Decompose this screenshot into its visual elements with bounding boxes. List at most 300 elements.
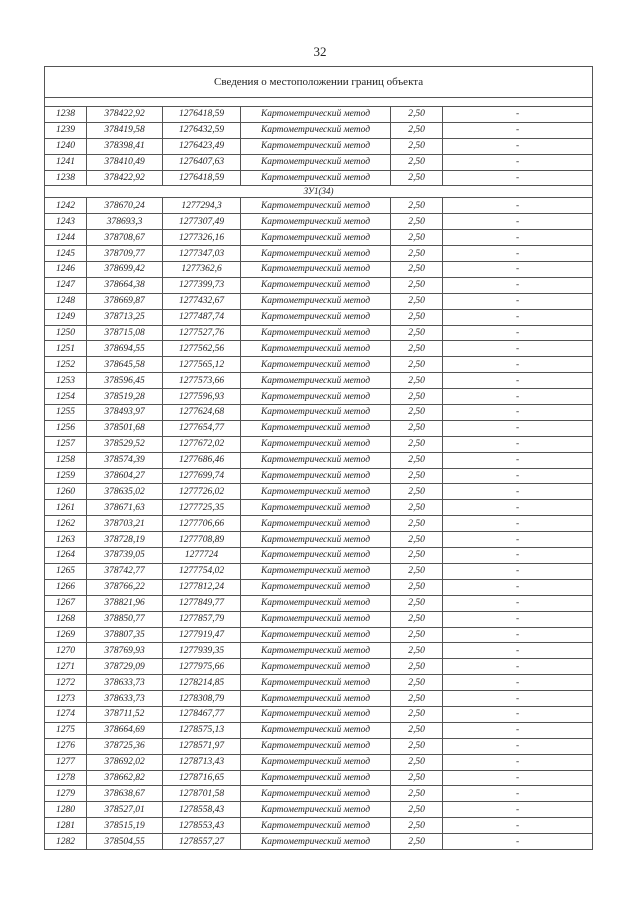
description-cell: - [443,675,593,691]
method-cell: Картометрический метод [241,818,391,834]
table-row [45,548,593,564]
x-coordinate-cell: 378821,96 [87,595,163,611]
table-row [45,595,593,611]
accuracy-cell: 2,50 [391,643,443,659]
x-coordinate-cell: 378419,58 [87,122,163,138]
x-coordinate-cell: 378519,28 [87,389,163,405]
point-number-cell: 1255 [45,405,87,421]
table-row [45,436,593,452]
table-row [45,532,593,548]
description-cell: - [443,722,593,738]
method-cell: Картометрический метод [241,548,391,564]
y-coordinate-cell: 1277624,68 [163,405,241,421]
point-number-cell: 1238 [45,107,87,123]
y-coordinate-cell: 1277307,49 [163,214,241,230]
table-row [45,262,593,278]
point-number-cell: 1253 [45,373,87,389]
x-coordinate-cell: 378729,09 [87,659,163,675]
point-number-cell: 1259 [45,468,87,484]
point-number-cell: 1243 [45,214,87,230]
method-cell: Картометрический метод [241,357,391,373]
method-cell: Картометрический метод [241,214,391,230]
table-row [45,341,593,357]
point-number-cell: 1277 [45,754,87,770]
point-number-cell: 1240 [45,138,87,154]
table-row [45,802,593,818]
table-row [45,500,593,516]
table-row [45,230,593,246]
accuracy-cell: 2,50 [391,738,443,754]
method-cell: Картометрический метод [241,516,391,532]
method-cell: Картометрический метод [241,138,391,154]
accuracy-cell: 2,50 [391,579,443,595]
accuracy-cell: 2,50 [391,405,443,421]
table-row [45,738,593,754]
point-number-cell: 1252 [45,357,87,373]
description-cell: - [443,170,593,186]
accuracy-cell: 2,50 [391,436,443,452]
accuracy-cell: 2,50 [391,770,443,786]
section-label: ЗУ1(34) [45,186,593,198]
accuracy-cell: 2,50 [391,659,443,675]
x-coordinate-cell: 378664,38 [87,277,163,293]
method-cell: Картометрический метод [241,122,391,138]
x-coordinate-cell: 378850,77 [87,611,163,627]
y-coordinate-cell: 1277654,77 [163,420,241,436]
x-coordinate-cell: 378769,93 [87,643,163,659]
table-row [45,468,593,484]
x-coordinate-cell: 378398,41 [87,138,163,154]
description-cell: - [443,579,593,595]
accuracy-cell: 2,50 [391,138,443,154]
accuracy-cell: 2,50 [391,246,443,262]
description-cell: - [443,563,593,579]
method-cell: Картометрический метод [241,373,391,389]
description-cell: - [443,122,593,138]
table-row [45,277,593,293]
y-coordinate-cell: 1278713,43 [163,754,241,770]
method-cell: Картометрический метод [241,325,391,341]
table-row [45,627,593,643]
y-coordinate-cell: 1277812,24 [163,579,241,595]
table-row [45,107,593,123]
method-cell: Картометрический метод [241,659,391,675]
point-number-cell: 1274 [45,706,87,722]
y-coordinate-cell: 1277975,66 [163,659,241,675]
y-coordinate-cell: 1277672,02 [163,436,241,452]
point-number-cell: 1263 [45,532,87,548]
table-spacer-row [45,98,593,107]
point-number-cell: 1264 [45,548,87,564]
y-coordinate-cell: 1276418,59 [163,170,241,186]
description-cell: - [443,214,593,230]
y-coordinate-cell: 1277706,66 [163,516,241,532]
point-number-cell: 1278 [45,770,87,786]
x-coordinate-cell: 378645,58 [87,357,163,373]
x-coordinate-cell: 378742,77 [87,563,163,579]
method-cell: Картометрический метод [241,107,391,123]
accuracy-cell: 2,50 [391,325,443,341]
description-cell: - [443,325,593,341]
method-cell: Картометрический метод [241,198,391,214]
method-cell: Картометрический метод [241,627,391,643]
x-coordinate-cell: 378709,77 [87,246,163,262]
table-row [45,325,593,341]
method-cell: Картометрический метод [241,170,391,186]
y-coordinate-cell: 1276423,49 [163,138,241,154]
description-cell: - [443,230,593,246]
y-coordinate-cell: 1277527,76 [163,325,241,341]
point-number-cell: 1281 [45,818,87,834]
x-coordinate-cell: 378422,92 [87,170,163,186]
description-cell: - [443,309,593,325]
table-row [45,198,593,214]
method-cell: Картометрический метод [241,706,391,722]
accuracy-cell: 2,50 [391,722,443,738]
description-cell: - [443,754,593,770]
table-row [45,452,593,468]
y-coordinate-cell: 1277726,02 [163,484,241,500]
point-number-cell: 1276 [45,738,87,754]
point-number-cell: 1270 [45,643,87,659]
point-number-cell: 1275 [45,722,87,738]
point-number-cell: 1261 [45,500,87,516]
method-cell: Картометрический метод [241,738,391,754]
x-coordinate-cell: 378574,39 [87,452,163,468]
x-coordinate-cell: 378633,73 [87,691,163,707]
method-cell: Картометрический метод [241,468,391,484]
method-cell: Картометрический метод [241,770,391,786]
y-coordinate-cell: 1277939,35 [163,643,241,659]
description-cell: - [443,738,593,754]
point-number-cell: 1267 [45,595,87,611]
method-cell: Картометрический метод [241,802,391,818]
y-coordinate-cell: 1278701,58 [163,786,241,802]
accuracy-cell: 2,50 [391,170,443,186]
table-spacer [45,98,593,107]
description-cell: - [443,595,593,611]
y-coordinate-cell: 1277562,56 [163,341,241,357]
accuracy-cell: 2,50 [391,754,443,770]
accuracy-cell: 2,50 [391,214,443,230]
table-row [45,293,593,309]
table-row [45,373,593,389]
x-coordinate-cell: 378664,69 [87,722,163,738]
table-row [45,122,593,138]
y-coordinate-cell: 1277699,74 [163,468,241,484]
point-number-cell: 1241 [45,154,87,170]
table-row [45,818,593,834]
description-cell: - [443,293,593,309]
point-number-cell: 1272 [45,675,87,691]
description-cell: - [443,452,593,468]
description-cell: - [443,154,593,170]
description-cell: - [443,834,593,850]
table-row [45,675,593,691]
accuracy-cell: 2,50 [391,277,443,293]
accuracy-cell: 2,50 [391,691,443,707]
accuracy-cell: 2,50 [391,818,443,834]
point-number-cell: 1247 [45,277,87,293]
accuracy-cell: 2,50 [391,198,443,214]
y-coordinate-cell: 1277573,66 [163,373,241,389]
x-coordinate-cell: 378529,52 [87,436,163,452]
y-coordinate-cell: 1277565,12 [163,357,241,373]
x-coordinate-cell: 378728,19 [87,532,163,548]
table-row [45,246,593,262]
table-row [45,516,593,532]
accuracy-cell: 2,50 [391,262,443,278]
y-coordinate-cell: 1277399,73 [163,277,241,293]
table-title: Сведения о местоположении границ объекта [45,67,593,98]
point-number-cell: 1258 [45,452,87,468]
accuracy-cell: 2,50 [391,802,443,818]
accuracy-cell: 2,50 [391,834,443,850]
point-number-cell: 1251 [45,341,87,357]
x-coordinate-cell: 378715,08 [87,325,163,341]
y-coordinate-cell: 1277708,89 [163,532,241,548]
point-number-cell: 1279 [45,786,87,802]
accuracy-cell: 2,50 [391,309,443,325]
y-coordinate-cell: 1277362,6 [163,262,241,278]
method-cell: Картометрический метод [241,389,391,405]
description-cell: - [443,420,593,436]
x-coordinate-cell: 378635,02 [87,484,163,500]
page-number: 32 [313,44,327,59]
table-row [45,834,593,850]
table-row [45,420,593,436]
accuracy-cell: 2,50 [391,706,443,722]
y-coordinate-cell: 1277849,77 [163,595,241,611]
description-cell: - [443,484,593,500]
table-row [45,214,593,230]
accuracy-cell: 2,50 [391,500,443,516]
y-coordinate-cell: 1277754,02 [163,563,241,579]
y-coordinate-cell: 1277919,47 [163,627,241,643]
accuracy-cell: 2,50 [391,230,443,246]
method-cell: Картометрический метод [241,754,391,770]
y-coordinate-cell: 1277596,93 [163,389,241,405]
table-row [45,563,593,579]
point-number-cell: 1239 [45,122,87,138]
table-row [45,643,593,659]
accuracy-cell: 2,50 [391,373,443,389]
x-coordinate-cell: 378493,97 [87,405,163,421]
point-number-cell: 1245 [45,246,87,262]
boundary-table [44,66,593,850]
point-number-cell: 1248 [45,293,87,309]
table-row [45,722,593,738]
method-cell: Картометрический метод [241,420,391,436]
description-cell: - [443,818,593,834]
table-row [45,389,593,405]
point-number-cell: 1273 [45,691,87,707]
x-coordinate-cell: 378527,01 [87,802,163,818]
description-cell: - [443,532,593,548]
x-coordinate-cell: 378501,68 [87,420,163,436]
method-cell: Картометрический метод [241,532,391,548]
accuracy-cell: 2,50 [391,154,443,170]
description-cell: - [443,548,593,564]
y-coordinate-cell: 1276432,59 [163,122,241,138]
table-row [45,405,593,421]
method-cell: Картометрический метод [241,579,391,595]
y-coordinate-cell: 1278558,43 [163,802,241,818]
method-cell: Картометрический метод [241,436,391,452]
point-number-cell: 1256 [45,420,87,436]
point-number-cell: 1269 [45,627,87,643]
method-cell: Картометрический метод [241,563,391,579]
point-number-cell: 1266 [45,579,87,595]
x-coordinate-cell: 378766,22 [87,579,163,595]
method-cell: Картометрический метод [241,293,391,309]
description-cell: - [443,770,593,786]
method-cell: Картометрический метод [241,611,391,627]
table-title-row [45,67,593,98]
description-cell: - [443,138,593,154]
method-cell: Картометрический метод [241,722,391,738]
description-cell: - [443,500,593,516]
accuracy-cell: 2,50 [391,611,443,627]
accuracy-cell: 2,50 [391,675,443,691]
table-row [45,138,593,154]
x-coordinate-cell: 378638,67 [87,786,163,802]
table-body [45,67,593,850]
method-cell: Картометрический метод [241,675,391,691]
accuracy-cell: 2,50 [391,516,443,532]
y-coordinate-cell: 1277294,3 [163,198,241,214]
section-row [45,186,593,198]
y-coordinate-cell: 1277686,46 [163,452,241,468]
description-cell: - [443,611,593,627]
description-cell: - [443,468,593,484]
y-coordinate-cell: 1277326,16 [163,230,241,246]
table-row [45,170,593,186]
table-row [45,357,593,373]
accuracy-cell: 2,50 [391,389,443,405]
y-coordinate-cell: 1278716,65 [163,770,241,786]
accuracy-cell: 2,50 [391,293,443,309]
accuracy-cell: 2,50 [391,420,443,436]
method-cell: Картометрический метод [241,341,391,357]
x-coordinate-cell: 378662,82 [87,770,163,786]
method-cell: Картометрический метод [241,500,391,516]
table-row [45,691,593,707]
x-coordinate-cell: 378693,3 [87,214,163,230]
x-coordinate-cell: 378422,92 [87,107,163,123]
description-cell: - [443,107,593,123]
y-coordinate-cell: 1278308,79 [163,691,241,707]
table-row [45,706,593,722]
point-number-cell: 1268 [45,611,87,627]
description-cell: - [443,436,593,452]
description-cell: - [443,341,593,357]
y-coordinate-cell: 1276418,59 [163,107,241,123]
method-cell: Картометрический метод [241,643,391,659]
accuracy-cell: 2,50 [391,341,443,357]
point-number-cell: 1271 [45,659,87,675]
point-number-cell: 1246 [45,262,87,278]
description-cell: - [443,277,593,293]
description-cell: - [443,802,593,818]
y-coordinate-cell: 1277347,03 [163,246,241,262]
x-coordinate-cell: 378725,36 [87,738,163,754]
description-cell: - [443,691,593,707]
accuracy-cell: 2,50 [391,122,443,138]
point-number-cell: 1282 [45,834,87,850]
method-cell: Картометрический метод [241,230,391,246]
method-cell: Картометрический метод [241,834,391,850]
x-coordinate-cell: 378671,63 [87,500,163,516]
y-coordinate-cell: 1278467,77 [163,706,241,722]
method-cell: Картометрический метод [241,262,391,278]
y-coordinate-cell: 1277487,74 [163,309,241,325]
y-coordinate-cell: 1277432,67 [163,293,241,309]
table-row [45,484,593,500]
accuracy-cell: 2,50 [391,563,443,579]
table-row [45,659,593,675]
description-cell: - [443,198,593,214]
method-cell: Картометрический метод [241,595,391,611]
x-coordinate-cell: 378699,42 [87,262,163,278]
point-number-cell: 1238 [45,170,87,186]
description-cell: - [443,405,593,421]
method-cell: Картометрический метод [241,786,391,802]
table-row [45,154,593,170]
y-coordinate-cell: 1278214,85 [163,675,241,691]
point-number-cell: 1250 [45,325,87,341]
accuracy-cell: 2,50 [391,452,443,468]
accuracy-cell: 2,50 [391,627,443,643]
accuracy-cell: 2,50 [391,357,443,373]
y-coordinate-cell: 1277857,79 [163,611,241,627]
x-coordinate-cell: 378692,02 [87,754,163,770]
accuracy-cell: 2,50 [391,532,443,548]
description-cell: - [443,627,593,643]
table-row [45,754,593,770]
table-row [45,611,593,627]
point-number-cell: 1260 [45,484,87,500]
description-cell: - [443,516,593,532]
method-cell: Картометрический метод [241,484,391,500]
x-coordinate-cell: 378694,55 [87,341,163,357]
point-number-cell: 1265 [45,563,87,579]
description-cell: - [443,643,593,659]
x-coordinate-cell: 378504,55 [87,834,163,850]
accuracy-cell: 2,50 [391,468,443,484]
accuracy-cell: 2,50 [391,107,443,123]
point-number-cell: 1262 [45,516,87,532]
table-row [45,579,593,595]
y-coordinate-cell: 1278557,27 [163,834,241,850]
description-cell: - [443,373,593,389]
x-coordinate-cell: 378670,24 [87,198,163,214]
method-cell: Картометрический метод [241,154,391,170]
accuracy-cell: 2,50 [391,548,443,564]
method-cell: Картометрический метод [241,405,391,421]
y-coordinate-cell: 1277725,35 [163,500,241,516]
x-coordinate-cell: 378604,27 [87,468,163,484]
x-coordinate-cell: 378713,25 [87,309,163,325]
y-coordinate-cell: 1278575,13 [163,722,241,738]
x-coordinate-cell: 378410,49 [87,154,163,170]
point-number-cell: 1254 [45,389,87,405]
x-coordinate-cell: 378669,87 [87,293,163,309]
method-cell: Картометрический метод [241,277,391,293]
method-cell: Картометрический метод [241,452,391,468]
description-cell: - [443,389,593,405]
description-cell: - [443,262,593,278]
